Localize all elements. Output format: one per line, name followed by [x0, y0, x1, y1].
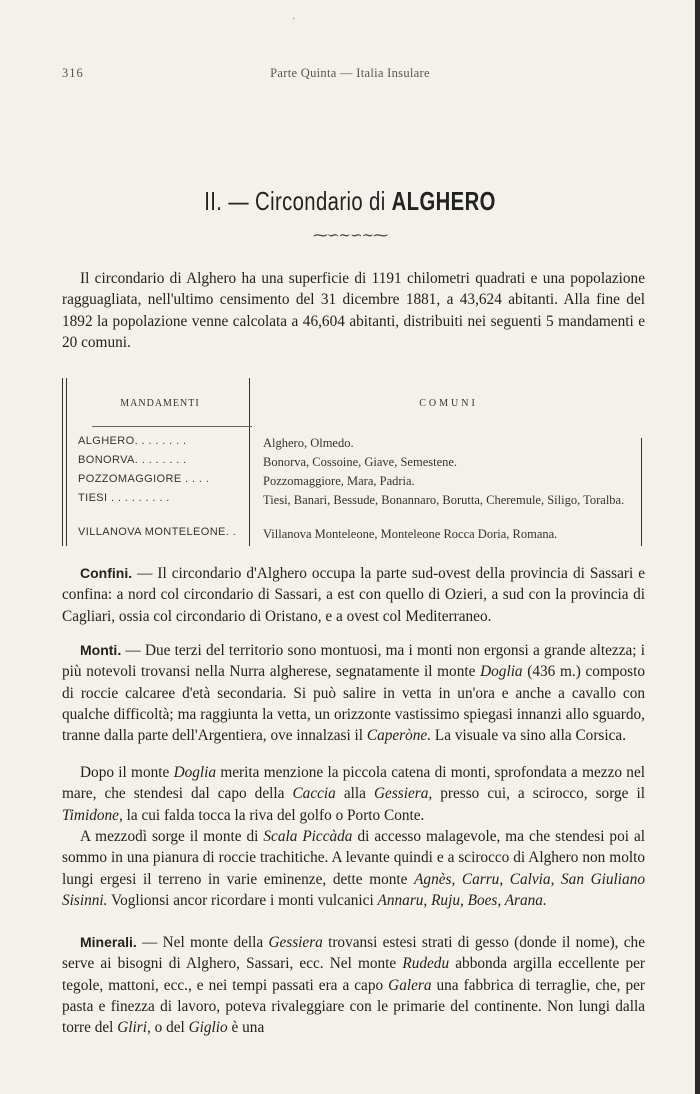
- paragraph-text: o del: [150, 1019, 189, 1037]
- paragraph-text: trovansi estesi strati di gesso (donde il nome), che serve ai bisogni di Alghero, Sassari, ecc. Nel monte: [62, 934, 645, 973]
- paragraph-confini: [62, 563, 645, 627]
- chapter-title: [77, 186, 623, 217]
- place-name: Timidone,: [62, 806, 123, 824]
- table-left-rule-inner: [66, 378, 67, 546]
- paragraph-text: La visuale va sino alla Corsica.: [431, 727, 627, 745]
- paragraph-mezzodi: [62, 826, 645, 911]
- place-name: Gessiera: [268, 934, 323, 951]
- mandamento-cell: TIESI . . . . . . . . .: [78, 492, 170, 504]
- paragraph-text: merita menzione la piccola catena di monti, sprofondata a mezzo nel mare, che stendesi dal capo della: [62, 764, 645, 803]
- paragraph-text: abbonda argilla eccellente per tegole, mattoni, ecc., e nei tempi passati era a capo: [62, 955, 645, 994]
- place-name: Doglia: [480, 663, 523, 681]
- paragraph-text: presso cui, a scirocco, sorge il: [432, 785, 645, 803]
- paragraph-text: Dopo il monte: [80, 764, 174, 781]
- place-name: Giglio: [188, 1019, 228, 1037]
- mandamenti-table: [62, 378, 645, 546]
- paragraph-text: — Nel monte della: [136, 934, 269, 951]
- running-title: Parte Quinta — Italia Insulare: [270, 66, 430, 80]
- place-name: Gliri,: [117, 1019, 151, 1037]
- paragraph-doglia: [62, 762, 645, 826]
- printer-mark: ·: [292, 14, 296, 25]
- intro-paragraph: Il circondario di Alghero ha una superficie di 1191 chilometri quadrati e una popolazione ragguagliata, nell'ultimo censimento del 31 dicembre 1881, a 43,624 abitanti. Alla fine del 1892 la popolazione venne calcolata a 46,604 abitanti, distribuiti nei seguenti 5 mandamenti e 20 comuni.: [62, 270, 645, 351]
- paragraph-minerali: [62, 932, 645, 1038]
- table-header-mandamenti: MANDAMENTI: [120, 398, 200, 409]
- place-name: Scala Piccàda: [263, 828, 353, 845]
- mandamento-cell: ALGHERO. . . . . . . .: [78, 435, 187, 447]
- place-name: Annaru, Ruju, Boes, Arana.: [377, 891, 547, 909]
- table-header-comuni: COMUNI: [419, 398, 478, 409]
- section-lead: Minerali.: [80, 934, 137, 950]
- chapter-title-plain: Circondario di: [255, 186, 386, 216]
- comuni-cell: Pozzomaggiore, Mara, Padria.: [263, 474, 415, 488]
- paragraph-text: la cui falda tocca la riva del golfo o Porto Conte.: [122, 806, 425, 824]
- mandamento-cell: BONORVA. . . . . . . .: [78, 454, 187, 466]
- comuni-cell: Tiesi, Banari, Bessude, Bonannaro, Borutta, Cheremule, Siligo, Toralba.: [263, 493, 625, 507]
- table-right-rule: [641, 438, 642, 546]
- running-header: [62, 66, 638, 84]
- chapter-number: II. —: [204, 186, 250, 216]
- title-ornament: ⁓∽∼∽∼⁓: [312, 228, 388, 244]
- chapter-title-bold: ALGHERO: [391, 186, 496, 216]
- place-name: Doglia: [173, 764, 217, 781]
- paragraph-text: A mezzodì sorge il monte di: [80, 828, 264, 845]
- mandamento-cell: POZZOMAGGIORE . . . .: [78, 473, 210, 485]
- page-edge-shadow: [695, 0, 700, 1094]
- table-header-rule: [92, 426, 252, 427]
- table-left-rule: [62, 378, 63, 546]
- section-lead: Monti.: [80, 642, 122, 658]
- place-name: Agnès, Carru, Calvia, San Giuliano Sisinni.: [62, 870, 645, 909]
- comuni-cell: Villanova Monteleone, Monteleone Rocca Doria, Romana.: [263, 527, 558, 541]
- place-name: Caperòne.: [366, 727, 432, 745]
- place-name: Rudedu: [402, 955, 450, 973]
- paragraph-text: una fabbrica di terraglie, che, per pasta e finezza di lavoro, poteva rivaleggiare con le primarie del continente. Non lungi dalla torre del: [62, 976, 645, 1037]
- comuni-cell: Bonorva, Cossoine, Giave, Semestene.: [263, 455, 458, 469]
- paragraph-text: — Due terzi del territorio sono montuosi, ma i monti non ergonsi a grande altezza; i più notevoli trovansi nella Nurra algherese, segnatamente il monte: [62, 642, 645, 681]
- paragraph-text: alla: [335, 785, 374, 803]
- table-column-rule: [249, 378, 250, 546]
- paragraph-monti: [62, 640, 645, 746]
- paragraph-text: (436 m.) composto di roccie calcaree d'età secondaria. Si può salire in vetta in un'ora e anche a cavallo con qualche difficoltà; ma raggiunta la vetta, un orizzonte vastissimo spiegasi innanzi allo sguardo, tranne dalla parte dell'Argentiera, ove innalzasi il: [62, 663, 645, 745]
- paragraph-text: — Il circondario d'Alghero occupa la parte sud-ovest della provincia di Sassari e confina: a nord col circondario di Sassari, a est con quello di Ozieri, a sud con la provincia di Cagliari, ossia col circondario di Oristano, e a ovest col Mediterraneo.: [62, 565, 645, 625]
- comuni-cell: Alghero, Olmedo.: [263, 436, 354, 450]
- page-number: 316: [62, 66, 84, 80]
- place-name: Galera: [388, 976, 432, 994]
- place-name: Caccia: [292, 785, 336, 803]
- place-name: Gessiera,: [373, 785, 433, 803]
- section-lead: Confini.: [80, 565, 133, 581]
- mandamento-cell: VILLANOVA MONTELEONE. .: [78, 526, 237, 538]
- paragraph-text: Voglionsi ancor ricordare i monti vulcanici: [107, 891, 378, 909]
- paragraph-text: è una: [227, 1019, 265, 1037]
- paragraph-text: di accesso malagevole, ma che stendesi poi al sommo in una pianura di roccie trachitiche. A levante quindi e a scirocco di Alghero non molto lungi ergesi il terreno in varie eminenze, dette monte: [62, 828, 645, 888]
